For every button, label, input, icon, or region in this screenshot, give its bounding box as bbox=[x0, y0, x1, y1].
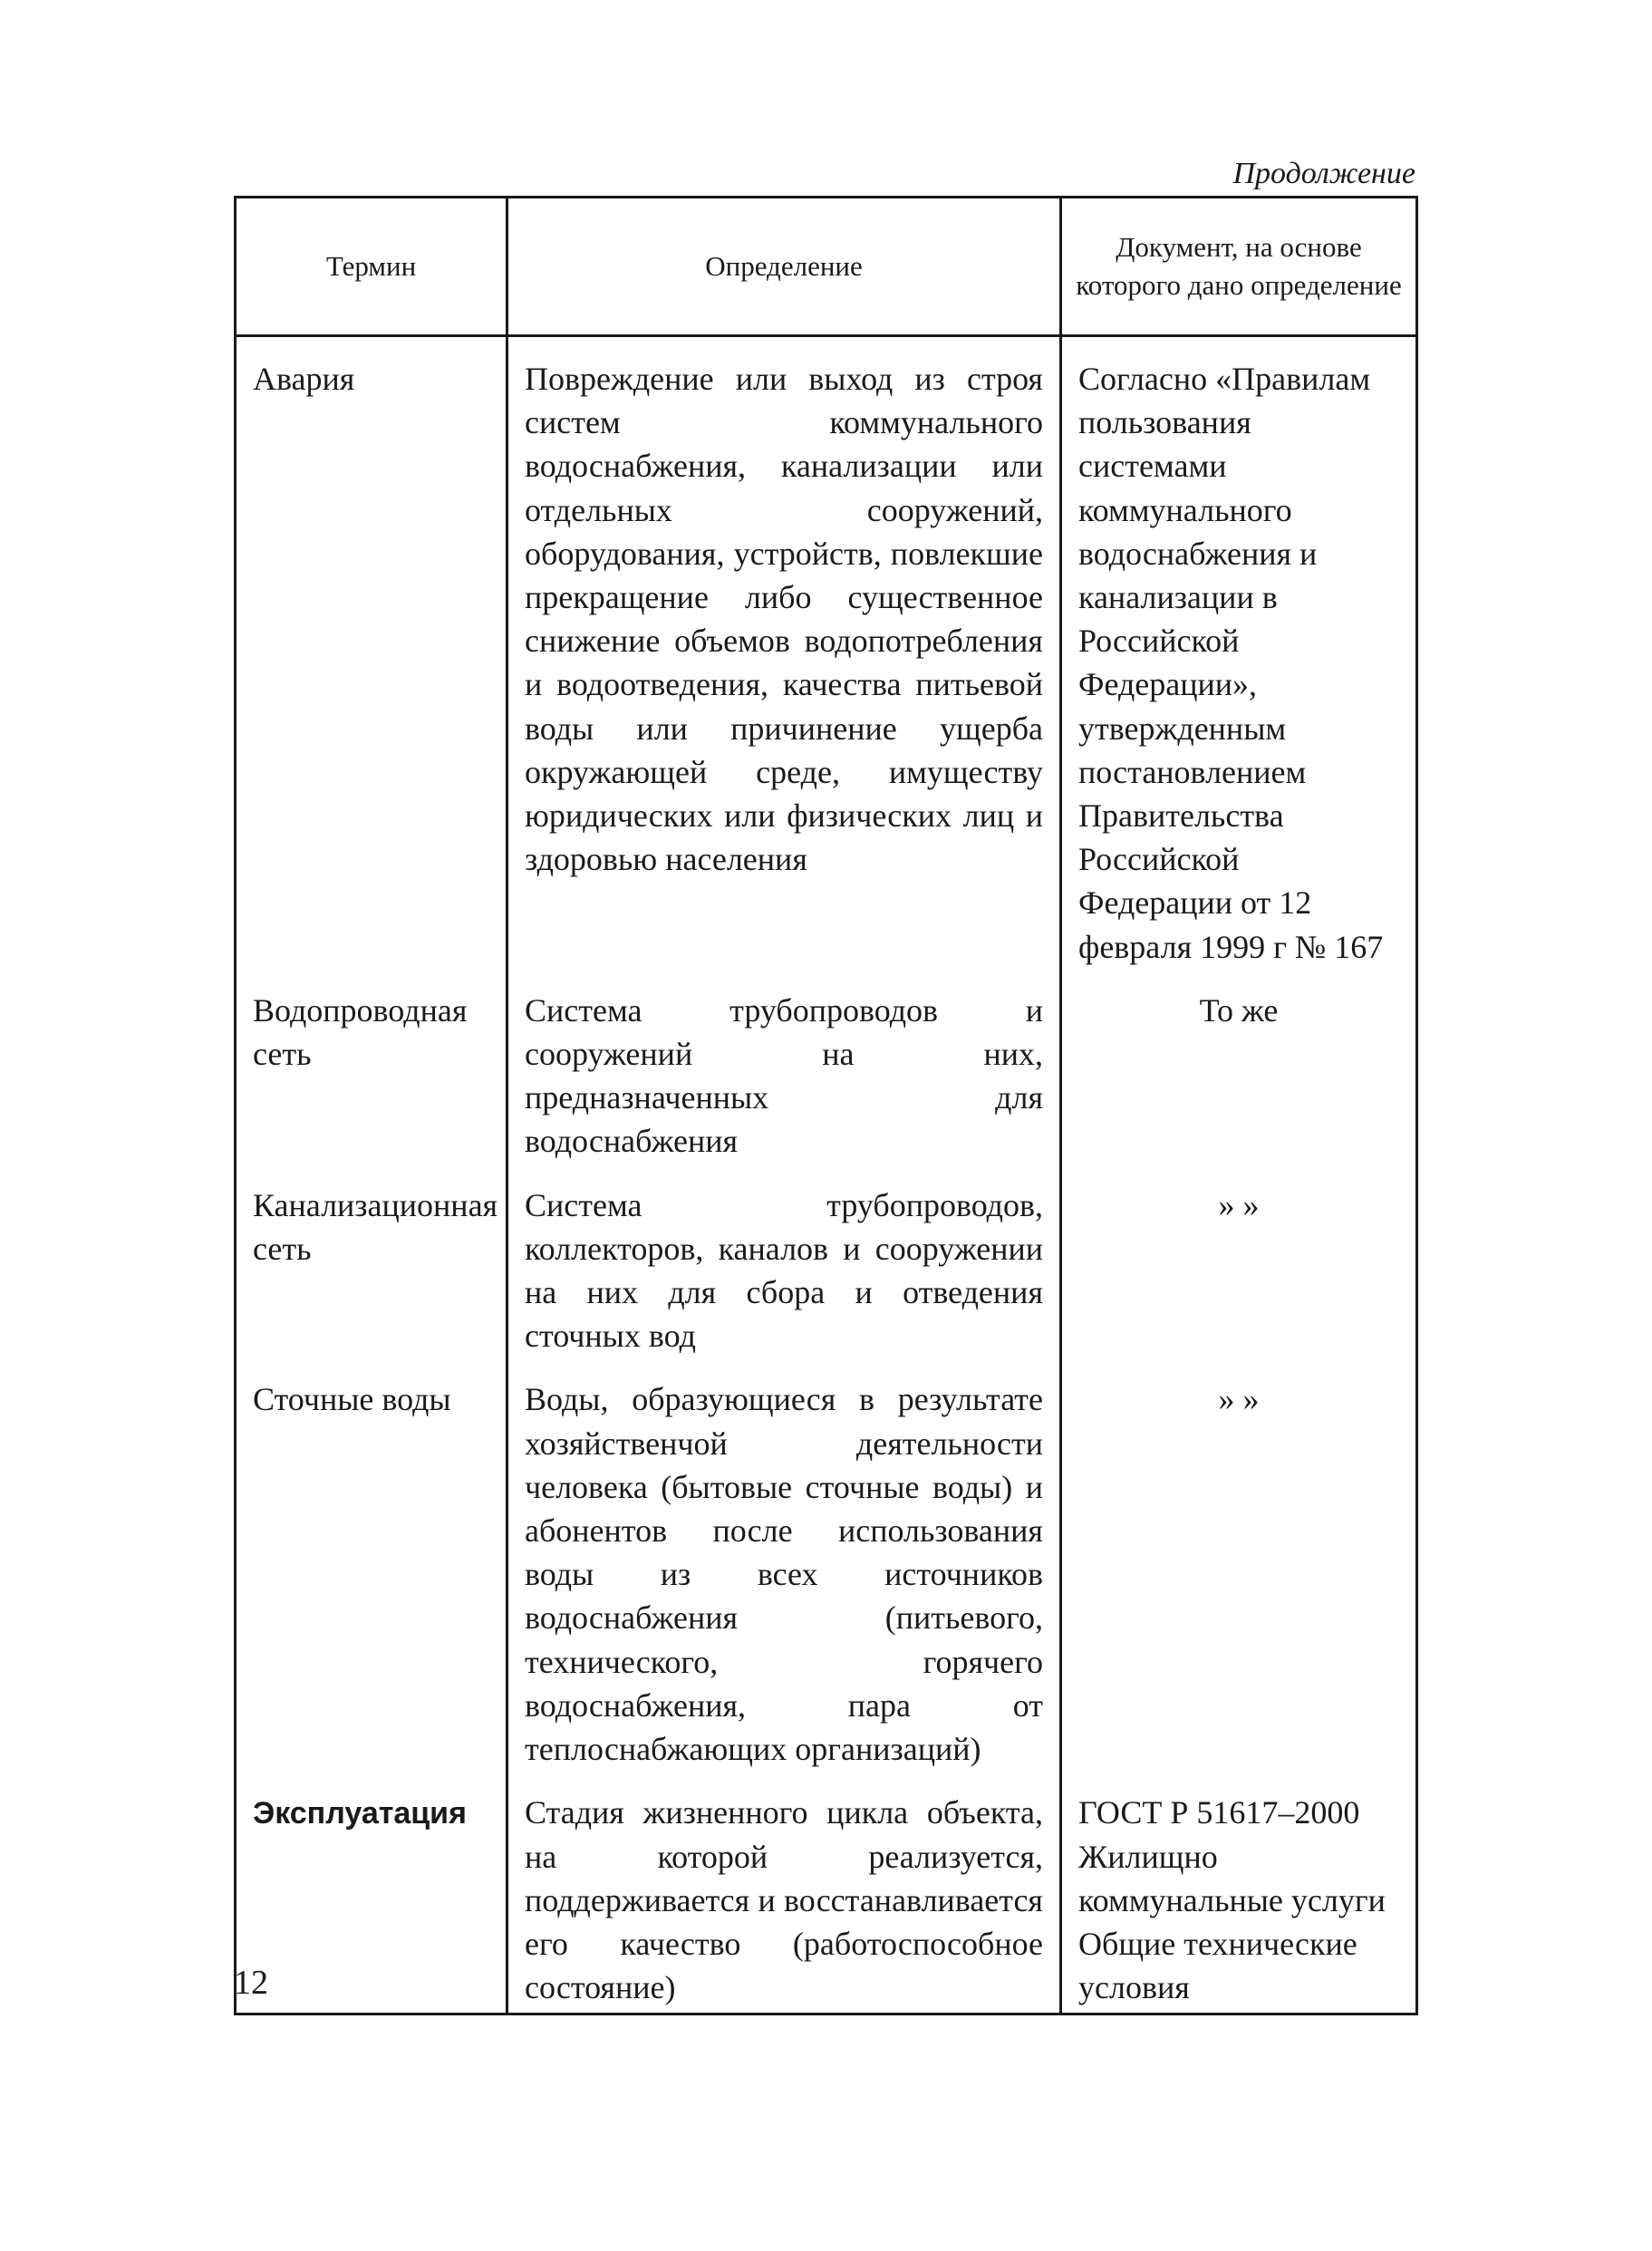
header-document: Документ, на основе которого дано определение bbox=[1061, 198, 1417, 336]
header-definition: Определение bbox=[507, 198, 1061, 336]
document-cell: » » bbox=[1061, 1183, 1417, 1378]
table-row bbox=[236, 989, 1417, 1183]
term-cell bbox=[236, 1791, 507, 2014]
continuation-label: Продолжение bbox=[1232, 157, 1415, 190]
document-cell: То же bbox=[1061, 989, 1417, 1183]
term-cell: Авария bbox=[236, 336, 507, 989]
definition-cell: Система трубопроводов и сооружений на них, предназначенных для водоснабжения bbox=[507, 989, 1061, 1183]
table-row bbox=[236, 336, 1417, 989]
term-cell: Водопроводная сеть bbox=[236, 989, 507, 1183]
table-row bbox=[236, 1377, 1417, 1791]
term-cell: Канализационная сеть bbox=[236, 1183, 507, 1378]
document-cell: ГОСТ Р 51617–2000 Жилищно коммунальные услуги Общие технические условия bbox=[1061, 1791, 1417, 2014]
table-row bbox=[236, 1183, 1417, 1378]
term-cell: Сточные воды bbox=[236, 1377, 507, 1791]
header-term: Термин bbox=[236, 198, 507, 336]
definition-cell: Воды, образующиеся в результате хозяйственчой деятельности человека (бытовые сточные воды) и абонентов после использования воды из всех источников водоснабжения (питьевого, технического, горячего водоснабжения, пара от теплоснабжающих организаций) bbox=[507, 1377, 1061, 1791]
definition-cell: Система трубопроводов, коллекторов, каналов и сооружении на них для сбора и отведения сточных вод bbox=[507, 1183, 1061, 1378]
table-row bbox=[236, 1791, 1417, 2014]
document-cell: Согласно «Правилам пользования системами коммунального водоснабжения и канализации в Российской Федерации», утвержденным постановлением Правительства Российской Федерации от 12 февраля 1999 г № 167 bbox=[1061, 336, 1417, 989]
terms-table bbox=[234, 196, 1418, 2015]
definition-cell: Стадия жизненного цикла объекта, на которой реализуется, поддерживается и восстанавливается его качество (работоспособное состояние) bbox=[507, 1791, 1061, 2014]
definition-cell: Повреждение или выход из строя систем коммунального водоснабжения, канализации или отдельных сооружений, оборудования, устройств, повлекшие прекращение либо существенное снижение объемов водопотребления и водоотведения, качества питьевой воды или причинение ущерба окружающей среде, имуществу юридических или физических лиц и здоровью населения bbox=[507, 336, 1061, 989]
term-bold-text: Эксплуатация bbox=[253, 1796, 467, 1831]
document-cell: » » bbox=[1061, 1377, 1417, 1791]
page-number: 12 bbox=[234, 1964, 268, 2002]
table-header-row bbox=[236, 198, 1417, 336]
